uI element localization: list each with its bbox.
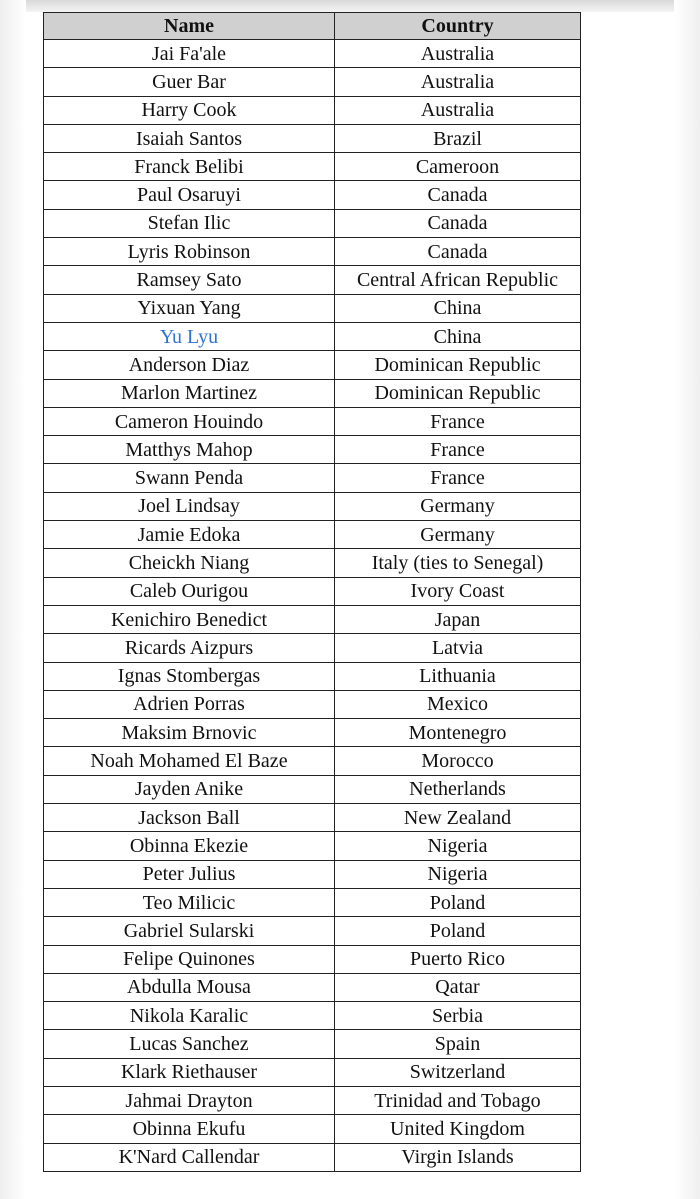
player-country: Poland	[335, 888, 581, 916]
player-name: Harry Cook	[44, 96, 335, 124]
table-row	[44, 605, 581, 633]
player-country: Dominican Republic	[335, 379, 581, 407]
table-row	[44, 634, 581, 662]
player-name: Obinna Ekezie	[44, 832, 335, 860]
player-country: Canada	[335, 209, 581, 237]
player-name: Paul Osaruyi	[44, 181, 335, 209]
player-name: Jahmai Drayton	[44, 1086, 335, 1114]
player-country: Nigeria	[335, 860, 581, 888]
table-row	[44, 662, 581, 690]
player-country: Lithuania	[335, 662, 581, 690]
document-top-edge	[0, 0, 700, 12]
player-country: Canada	[335, 238, 581, 266]
table-row	[44, 860, 581, 888]
table-row	[44, 407, 581, 435]
player-country-table	[43, 12, 581, 1172]
player-name: Marlon Martinez	[44, 379, 335, 407]
player-country: China	[335, 294, 581, 322]
player-name: Caleb Ourigou	[44, 577, 335, 605]
player-name: Jayden Anike	[44, 775, 335, 803]
player-country: United Kingdom	[335, 1115, 581, 1143]
player-country: France	[335, 436, 581, 464]
player-name: Cameron Houindo	[44, 407, 335, 435]
table-row	[44, 917, 581, 945]
player-country: Qatar	[335, 973, 581, 1001]
country-column-header: Country	[335, 13, 581, 40]
table-row	[44, 1058, 581, 1086]
page-right-shade	[674, 0, 700, 1199]
table-row	[44, 153, 581, 181]
player-name: Lucas Sanchez	[44, 1030, 335, 1058]
player-name: Stefan Ilic	[44, 209, 335, 237]
table-row	[44, 775, 581, 803]
table-row	[44, 690, 581, 718]
player-name: Isaiah Santos	[44, 124, 335, 152]
player-name: Nikola Karalic	[44, 1002, 335, 1030]
table-row	[44, 238, 581, 266]
table-row	[44, 96, 581, 124]
player-name: Maksim Brnovic	[44, 719, 335, 747]
player-country: Nigeria	[335, 832, 581, 860]
player-country: France	[335, 464, 581, 492]
player-country: Dominican Republic	[335, 351, 581, 379]
player-name: Teo Milicic	[44, 888, 335, 916]
player-name: Ignas Stombergas	[44, 662, 335, 690]
player-country: Australia	[335, 96, 581, 124]
header-row	[44, 13, 581, 40]
player-country: Australia	[335, 68, 581, 96]
table-row	[44, 1086, 581, 1114]
table-row	[44, 294, 581, 322]
player-country: Ivory Coast	[335, 577, 581, 605]
page-left-shade	[0, 0, 26, 1199]
table-row	[44, 1115, 581, 1143]
player-name: Noah Mohamed El Baze	[44, 747, 335, 775]
table-row	[44, 209, 581, 237]
table-row	[44, 549, 581, 577]
player-country: Morocco	[335, 747, 581, 775]
table-row	[44, 1143, 581, 1171]
player-country: Latvia	[335, 634, 581, 662]
player-name: Kenichiro Benedict	[44, 605, 335, 633]
table-row	[44, 577, 581, 605]
player-name: Jackson Ball	[44, 804, 335, 832]
player-country: Australia	[335, 40, 581, 68]
player-country: Poland	[335, 917, 581, 945]
table-row	[44, 68, 581, 96]
player-country: Montenegro	[335, 719, 581, 747]
player-name: Cheickh Niang	[44, 549, 335, 577]
player-country: Brazil	[335, 124, 581, 152]
player-name: Yixuan Yang	[44, 294, 335, 322]
table-row	[44, 832, 581, 860]
table-row	[44, 379, 581, 407]
player-country: Netherlands	[335, 775, 581, 803]
player-country: Spain	[335, 1030, 581, 1058]
player-name: Lyris Robinson	[44, 238, 335, 266]
player-name: Anderson Diaz	[44, 351, 335, 379]
table-row	[44, 351, 581, 379]
player-country: Virgin Islands	[335, 1143, 581, 1171]
table-row	[44, 266, 581, 294]
player-name: Guer Bar	[44, 68, 335, 96]
player-country: New Zealand	[335, 804, 581, 832]
table-row	[44, 945, 581, 973]
player-country: Switzerland	[335, 1058, 581, 1086]
player-name: Ramsey Sato	[44, 266, 335, 294]
table-row	[44, 124, 581, 152]
player-name: Jai Fa'ale	[44, 40, 335, 68]
player-name: K'Nard Callendar	[44, 1143, 335, 1171]
player-name: Matthys Mahop	[44, 436, 335, 464]
player-name: Obinna Ekufu	[44, 1115, 335, 1143]
player-name: Franck Belibi	[44, 153, 335, 181]
player-name: Adrien Porras	[44, 690, 335, 718]
player-name: Felipe Quinones	[44, 945, 335, 973]
table-row	[44, 464, 581, 492]
table-row	[44, 973, 581, 1001]
player-country: France	[335, 407, 581, 435]
player-country: Trinidad and Tobago	[335, 1086, 581, 1114]
table-row	[44, 436, 581, 464]
player-country: Puerto Rico	[335, 945, 581, 973]
player-name: Swann Penda	[44, 464, 335, 492]
player-name-link[interactable]: Yu Lyu	[44, 322, 335, 350]
player-name: Peter Julius	[44, 860, 335, 888]
table-row	[44, 40, 581, 68]
player-country: Cameroon	[335, 153, 581, 181]
player-country: Mexico	[335, 690, 581, 718]
table-row	[44, 719, 581, 747]
player-country: Serbia	[335, 1002, 581, 1030]
player-country: Canada	[335, 181, 581, 209]
table-row	[44, 888, 581, 916]
player-country: Central African Republic	[335, 266, 581, 294]
player-country: Italy (ties to Senegal)	[335, 549, 581, 577]
player-country: Germany	[335, 492, 581, 520]
player-country: Germany	[335, 521, 581, 549]
player-name: Joel Lindsay	[44, 492, 335, 520]
table-row	[44, 804, 581, 832]
player-country: China	[335, 322, 581, 350]
player-name: Gabriel Sularski	[44, 917, 335, 945]
player-name: Klark Riethauser	[44, 1058, 335, 1086]
table-row	[44, 1030, 581, 1058]
table-row	[44, 521, 581, 549]
table-row	[44, 747, 581, 775]
table-row	[44, 492, 581, 520]
table-row	[44, 1002, 581, 1030]
player-name: Jamie Edoka	[44, 521, 335, 549]
table-row	[44, 181, 581, 209]
player-name: Ricards Aizpurs	[44, 634, 335, 662]
name-column-header: Name	[44, 13, 335, 40]
player-country: Japan	[335, 605, 581, 633]
player-name: Abdulla Mousa	[44, 973, 335, 1001]
table-row	[44, 322, 581, 350]
